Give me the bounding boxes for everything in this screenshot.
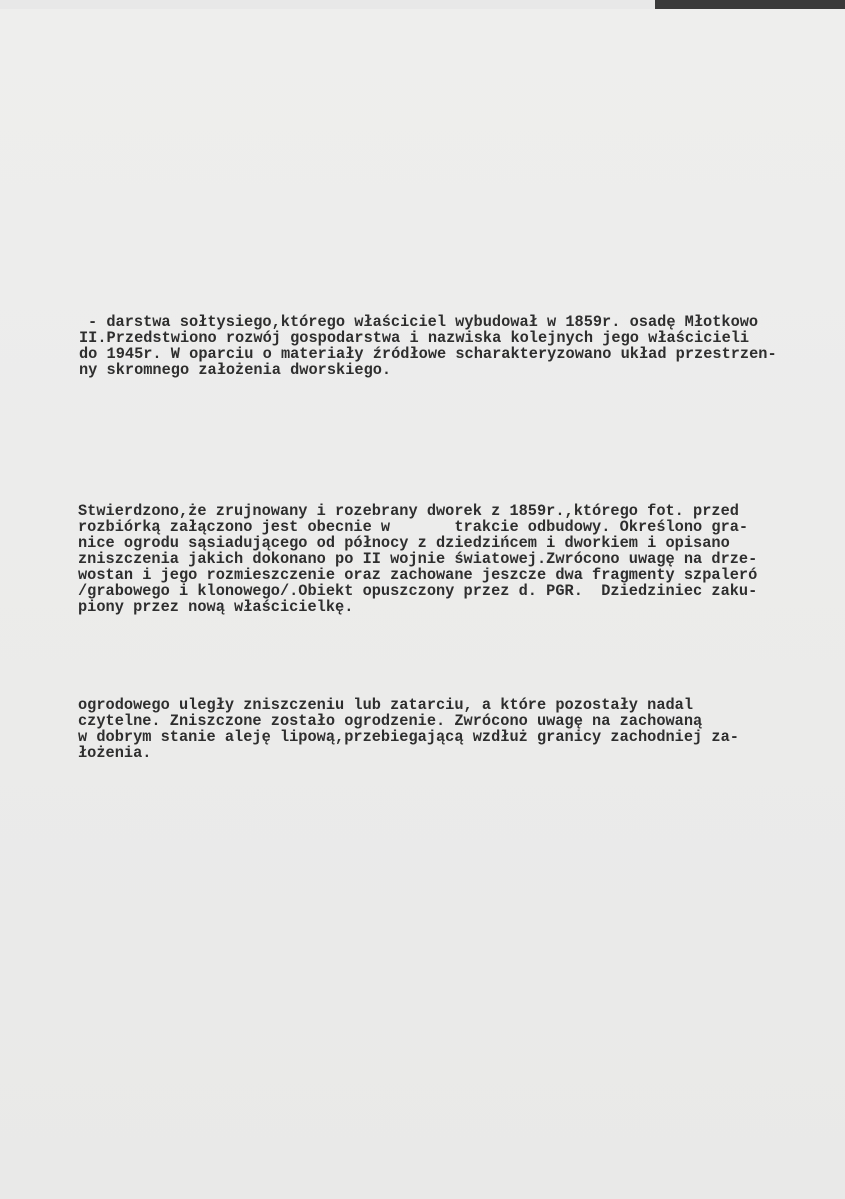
text-line: Stwierdzono,że zrujnowany i rozebrany dworek z 1859r.,którego fot. przed [78,502,739,520]
text-line: w dobrym stanie aleję lipową,przebiegającą wzdłuż granicy zachodniej za- [78,728,739,746]
paragraph-history [79,313,777,379]
text-line: łożenia. [78,744,152,762]
text-line: czytelne. Zniszczone zostało ogrodzenie. Zwrócono uwagę na zachowaną [78,712,703,730]
text-line: ny skromnego założenia dworskiego. [79,361,392,379]
text-line: wostan i jego rozmieszczenie oraz zachowane jeszcze dwa fragmenty szpaleró [78,566,758,584]
text-line: rozbiórką załączono jest obecnie w trakcie odbudowy. Określono gra- [78,518,749,536]
text-line: nice ogrodu sąsiadującego od północy z dziedzińcem i dworkiem i opisano [78,534,730,552]
text-line: zniszczenia jakich dokonano po II wojnie światowej.Zwrócono uwagę na drze- [78,550,758,568]
text-line: do 1945r. W oparciu o materiały źródłowe scharakteryzowano układ przestrzen- [79,345,777,363]
paragraph-garden [78,697,739,761]
scan-edge-dark [655,0,845,9]
text-line: ogrodowego uległy zniszczeniu lub zatarciu, a które pozostały nadal [78,696,694,714]
text-line: /grabowego i klonowego/.Obiekt opuszczony przez d. PGR. Dziedziniec zaku- [78,582,758,600]
paragraph-findings [78,503,757,615]
text-line: piony przez nową właścicielkę. [78,598,354,616]
text-line: II.Przedstwiono rozwój gospodarstwa i nazwiska kolejnych jego właścicieli [79,329,750,347]
text-line: - darstwa sołtysiego,którego właściciel wybudował w 1859r. osadę Młotkowo [88,313,759,331]
